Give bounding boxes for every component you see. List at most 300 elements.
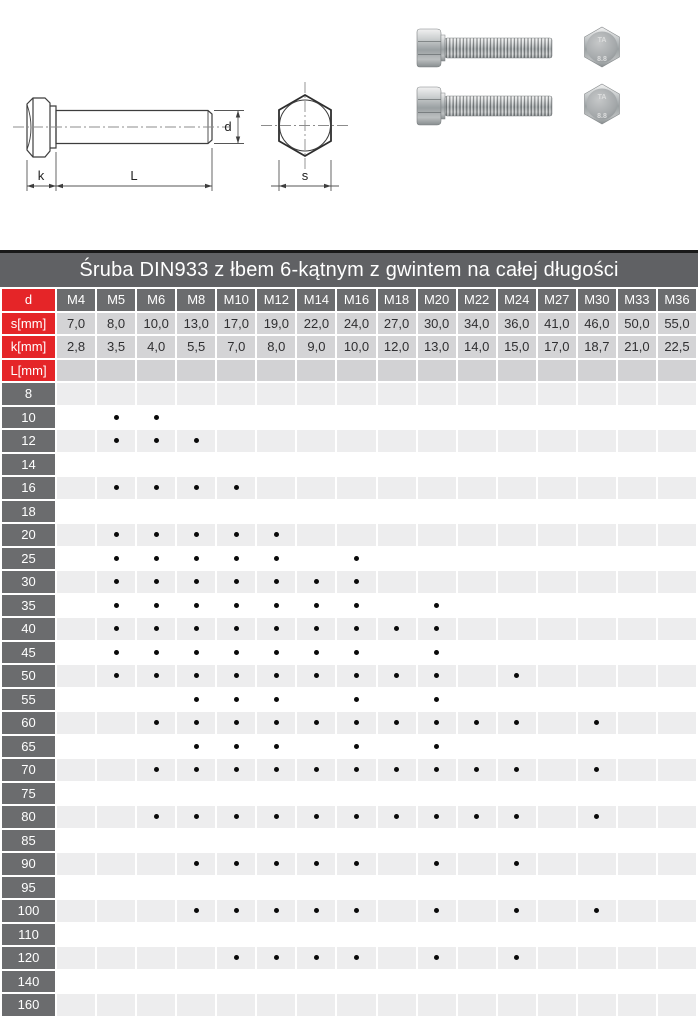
- availability-cell-65-m36: [658, 736, 696, 758]
- availability-cell-160-m14: [297, 994, 335, 1016]
- availability-cell-50-m30: [578, 665, 616, 687]
- length-label-85: 85: [2, 830, 55, 852]
- availability-cell-70-m6: [137, 759, 175, 781]
- availability-cell-90-m24: [498, 853, 536, 875]
- availability-cell-160-m20: [418, 994, 456, 1016]
- availability-dot: [274, 626, 279, 631]
- availability-cell-20-m30: [578, 524, 616, 546]
- availability-cell-65-m10: [217, 736, 255, 758]
- availability-cell-14-m27: [538, 454, 576, 476]
- availability-cell-18-m30: [578, 501, 616, 523]
- availability-cell-25-m30: [578, 548, 616, 570]
- availability-cell-14-m12: [257, 454, 295, 476]
- availability-cell-110-m14: [297, 924, 335, 946]
- availability-cell-70-m36: [658, 759, 696, 781]
- availability-dot: [154, 814, 159, 819]
- availability-cell-120-m6: [137, 947, 175, 969]
- diameter-header-m24: M24: [498, 289, 536, 311]
- availability-cell-85-m30: [578, 830, 616, 852]
- availability-cell-10-m18: [378, 407, 416, 429]
- availability-dot: [274, 814, 279, 819]
- availability-cell-75-m4: [57, 783, 95, 805]
- availability-cell-35-m33: [618, 595, 656, 617]
- availability-cell-14-m8: [177, 454, 215, 476]
- availability-cell-60-m22: [458, 712, 496, 734]
- availability-cell-40-m14: [297, 618, 335, 640]
- availability-cell-16-m24: [498, 477, 536, 499]
- availability-cell-10-m16: [337, 407, 375, 429]
- head-marking-brand: TA: [597, 37, 607, 44]
- availability-dot: [474, 767, 479, 772]
- availability-cell-90-m36: [658, 853, 696, 875]
- availability-dot: [154, 532, 159, 537]
- availability-cell-65-m8: [177, 736, 215, 758]
- availability-cell-45-m14: [297, 642, 335, 664]
- availability-cell-80-m6: [137, 806, 175, 828]
- availability-cell-80-m16: [337, 806, 375, 828]
- dimension-lines: [27, 111, 339, 192]
- availability-cell-20-m8: [177, 524, 215, 546]
- availability-cell-20-m10: [217, 524, 255, 546]
- length-label-25: 25: [2, 548, 55, 570]
- availability-cell-100-m12: [257, 900, 295, 922]
- availability-dot: [114, 626, 119, 631]
- l-row-label: L[mm]: [2, 360, 55, 382]
- availability-dot: [234, 579, 239, 584]
- availability-cell-40-m33: [618, 618, 656, 640]
- availability-cell-100-m18: [378, 900, 416, 922]
- availability-cell-30-m16: [337, 571, 375, 593]
- l-spacer-m12: [257, 360, 295, 382]
- availability-cell-90-m10: [217, 853, 255, 875]
- availability-cell-12-m24: [498, 430, 536, 452]
- availability-cell-35-m5: [97, 595, 135, 617]
- availability-cell-120-m14: [297, 947, 335, 969]
- availability-cell-18-m10: [217, 501, 255, 523]
- availability-cell-18-m12: [257, 501, 295, 523]
- availability-cell-25-m20: [418, 548, 456, 570]
- availability-dot: [154, 485, 159, 490]
- availability-cell-160-m27: [538, 994, 576, 1016]
- availability-cell-100-m16: [337, 900, 375, 922]
- availability-cell-120-m24: [498, 947, 536, 969]
- availability-cell-110-m12: [257, 924, 295, 946]
- availability-cell-100-m14: [297, 900, 335, 922]
- hex-head-photo: [585, 27, 620, 67]
- length-label-35: 35: [2, 595, 55, 617]
- table-title: Śruba DIN933 z łbem 6-kątnym z gwintem na całej długości: [0, 250, 698, 287]
- availability-dot: [274, 697, 279, 702]
- availability-cell-8-m22: [458, 383, 496, 405]
- availability-cell-85-m4: [57, 830, 95, 852]
- availability-cell-35-m10: [217, 595, 255, 617]
- length-row-45: [2, 642, 696, 664]
- availability-dot: [434, 908, 439, 913]
- availability-dot: [314, 814, 319, 819]
- availability-cell-140-m36: [658, 971, 696, 993]
- length-label-55: 55: [2, 689, 55, 711]
- availability-dot: [234, 697, 239, 702]
- availability-cell-60-m6: [137, 712, 175, 734]
- availability-cell-35-m24: [498, 595, 536, 617]
- availability-dot: [114, 673, 119, 678]
- availability-cell-35-m20: [418, 595, 456, 617]
- availability-dot: [234, 720, 239, 725]
- availability-cell-8-m30: [578, 383, 616, 405]
- l-spacer-m18: [378, 360, 416, 382]
- availability-cell-30-m10: [217, 571, 255, 593]
- availability-cell-90-m12: [257, 853, 295, 875]
- availability-cell-90-m22: [458, 853, 496, 875]
- availability-cell-70-m18: [378, 759, 416, 781]
- availability-dot: [434, 861, 439, 866]
- availability-dot: [434, 673, 439, 678]
- center-lines: [13, 82, 349, 169]
- length-row-65: [2, 736, 696, 758]
- availability-cell-95-m12: [257, 877, 295, 899]
- availability-cell-75-m22: [458, 783, 496, 805]
- availability-cell-95-m36: [658, 877, 696, 899]
- availability-dot: [194, 532, 199, 537]
- availability-dot: [274, 955, 279, 960]
- k-value-m36: 22,5: [658, 336, 696, 358]
- availability-dot: [154, 415, 159, 420]
- availability-dot: [194, 861, 199, 866]
- availability-cell-160-m24: [498, 994, 536, 1016]
- availability-cell-30-m12: [257, 571, 295, 593]
- availability-cell-20-m33: [618, 524, 656, 546]
- availability-cell-160-m12: [257, 994, 295, 1016]
- availability-cell-85-m18: [378, 830, 416, 852]
- availability-cell-35-m14: [297, 595, 335, 617]
- availability-cell-10-m6: [137, 407, 175, 429]
- availability-cell-85-m14: [297, 830, 335, 852]
- length-row-60: [2, 712, 696, 734]
- availability-dot: [194, 603, 199, 608]
- availability-cell-95-m4: [57, 877, 95, 899]
- availability-dot: [154, 650, 159, 655]
- length-row-20: [2, 524, 696, 546]
- availability-cell-60-m16: [337, 712, 375, 734]
- availability-cell-35-m22: [458, 595, 496, 617]
- diameter-header-m20: M20: [418, 289, 456, 311]
- availability-cell-40-m8: [177, 618, 215, 640]
- l-spacer-m36: [658, 360, 696, 382]
- availability-cell-12-m20: [418, 430, 456, 452]
- availability-cell-65-m16: [337, 736, 375, 758]
- availability-cell-160-m5: [97, 994, 135, 1016]
- availability-dot: [274, 767, 279, 772]
- availability-cell-25-m8: [177, 548, 215, 570]
- availability-cell-40-m24: [498, 618, 536, 640]
- availability-cell-80-m24: [498, 806, 536, 828]
- availability-dot: [114, 650, 119, 655]
- availability-dot: [194, 814, 199, 819]
- availability-cell-60-m20: [418, 712, 456, 734]
- availability-cell-55-m6: [137, 689, 175, 711]
- availability-cell-16-m4: [57, 477, 95, 499]
- availability-cell-140-m18: [378, 971, 416, 993]
- availability-dot: [314, 626, 319, 631]
- availability-cell-110-m36: [658, 924, 696, 946]
- diameter-header-m18: M18: [378, 289, 416, 311]
- availability-cell-100-m27: [538, 900, 576, 922]
- availability-cell-25-m16: [337, 548, 375, 570]
- l-spacer-m10: [217, 360, 255, 382]
- availability-cell-110-m4: [57, 924, 95, 946]
- availability-cell-45-m20: [418, 642, 456, 664]
- availability-cell-55-m36: [658, 689, 696, 711]
- l-spacer-m16: [337, 360, 375, 382]
- availability-dot: [194, 485, 199, 490]
- availability-cell-75-m20: [418, 783, 456, 805]
- availability-cell-160-m16: [337, 994, 375, 1016]
- length-row-80: [2, 806, 696, 828]
- availability-cell-95-m8: [177, 877, 215, 899]
- availability-dot: [194, 673, 199, 678]
- availability-cell-20-m16: [337, 524, 375, 546]
- availability-cell-30-m14: [297, 571, 335, 593]
- availability-cell-60-m12: [257, 712, 295, 734]
- s-value-m36: 55,0: [658, 313, 696, 335]
- availability-dot: [354, 650, 359, 655]
- k-value-m12: 8,0: [257, 336, 295, 358]
- availability-cell-25-m5: [97, 548, 135, 570]
- availability-cell-8-m6: [137, 383, 175, 405]
- availability-dot: [354, 908, 359, 913]
- availability-cell-90-m14: [297, 853, 335, 875]
- availability-cell-40-m4: [57, 618, 95, 640]
- availability-cell-110-m5: [97, 924, 135, 946]
- availability-cell-140-m6: [137, 971, 175, 993]
- availability-cell-8-m4: [57, 383, 95, 405]
- availability-cell-120-m5: [97, 947, 135, 969]
- availability-cell-12-m30: [578, 430, 616, 452]
- availability-cell-80-m4: [57, 806, 95, 828]
- length-row-10: [2, 407, 696, 429]
- diameter-header-m33: M33: [618, 289, 656, 311]
- availability-dot: [154, 438, 159, 443]
- availability-cell-45-m36: [658, 642, 696, 664]
- availability-cell-10-m14: [297, 407, 335, 429]
- availability-cell-45-m27: [538, 642, 576, 664]
- availability-cell-80-m10: [217, 806, 255, 828]
- k-value-m30: 18,7: [578, 336, 616, 358]
- availability-cell-110-m24: [498, 924, 536, 946]
- availability-dot: [354, 720, 359, 725]
- k-value-m18: 12,0: [378, 336, 416, 358]
- availability-cell-140-m8: [177, 971, 215, 993]
- availability-cell-100-m5: [97, 900, 135, 922]
- availability-cell-65-m6: [137, 736, 175, 758]
- diameter-header-m27: M27: [538, 289, 576, 311]
- availability-cell-10-m8: [177, 407, 215, 429]
- availability-cell-50-m36: [658, 665, 696, 687]
- availability-cell-55-m14: [297, 689, 335, 711]
- availability-cell-10-m30: [578, 407, 616, 429]
- availability-dot: [274, 603, 279, 608]
- availability-cell-18-m4: [57, 501, 95, 523]
- k-value-m5: 3,5: [97, 336, 135, 358]
- availability-cell-14-m14: [297, 454, 335, 476]
- availability-cell-60-m5: [97, 712, 135, 734]
- availability-cell-35-m30: [578, 595, 616, 617]
- availability-cell-140-m12: [257, 971, 295, 993]
- availability-cell-140-m22: [458, 971, 496, 993]
- availability-dot: [434, 955, 439, 960]
- length-label-60: 60: [2, 712, 55, 734]
- availability-dot: [234, 814, 239, 819]
- availability-dot: [354, 673, 359, 678]
- availability-cell-55-m4: [57, 689, 95, 711]
- l-spacer-m20: [418, 360, 456, 382]
- availability-cell-110-m22: [458, 924, 496, 946]
- availability-cell-55-m10: [217, 689, 255, 711]
- availability-cell-45-m8: [177, 642, 215, 664]
- length-row-8: [2, 383, 696, 405]
- l-spacer-m6: [137, 360, 175, 382]
- availability-dot: [274, 908, 279, 913]
- availability-cell-95-m20: [418, 877, 456, 899]
- diameter-header-m6: M6: [137, 289, 175, 311]
- availability-cell-95-m10: [217, 877, 255, 899]
- availability-cell-100-m10: [217, 900, 255, 922]
- diameter-header-m14: M14: [297, 289, 335, 311]
- availability-dot: [514, 861, 519, 866]
- availability-cell-50-m5: [97, 665, 135, 687]
- availability-dot: [234, 603, 239, 608]
- l-spacer-m4: [57, 360, 95, 382]
- availability-dot: [154, 720, 159, 725]
- length-label-8: 8: [2, 383, 55, 405]
- availability-dot: [394, 673, 399, 678]
- availability-dot: [354, 697, 359, 702]
- availability-cell-140-m14: [297, 971, 335, 993]
- availability-dot: [514, 908, 519, 913]
- availability-dot: [314, 579, 319, 584]
- availability-dot: [234, 485, 239, 490]
- availability-dot: [354, 955, 359, 960]
- availability-cell-95-m18: [378, 877, 416, 899]
- availability-cell-65-m33: [618, 736, 656, 758]
- availability-cell-55-m8: [177, 689, 215, 711]
- availability-cell-45-m4: [57, 642, 95, 664]
- availability-cell-75-m6: [137, 783, 175, 805]
- length-label-75: 75: [2, 783, 55, 805]
- length-label-120: 120: [2, 947, 55, 969]
- length-label-20: 20: [2, 524, 55, 546]
- availability-cell-75-m10: [217, 783, 255, 805]
- s-value-m12: 19,0: [257, 313, 295, 335]
- length-row-110: [2, 924, 696, 946]
- availability-cell-75-m5: [97, 783, 135, 805]
- availability-dot: [394, 767, 399, 772]
- availability-dot: [394, 626, 399, 631]
- s-value-m18: 27,0: [378, 313, 416, 335]
- availability-cell-16-m6: [137, 477, 175, 499]
- availability-cell-45-m24: [498, 642, 536, 664]
- length-row-85: [2, 830, 696, 852]
- availability-cell-80-m22: [458, 806, 496, 828]
- availability-cell-85-m36: [658, 830, 696, 852]
- length-label-70: 70: [2, 759, 55, 781]
- availability-cell-30-m18: [378, 571, 416, 593]
- availability-cell-12-m4: [57, 430, 95, 452]
- availability-cell-80-m5: [97, 806, 135, 828]
- availability-cell-50-m14: [297, 665, 335, 687]
- availability-cell-140-m30: [578, 971, 616, 993]
- availability-cell-8-m27: [538, 383, 576, 405]
- availability-cell-20-m24: [498, 524, 536, 546]
- availability-cell-45-m10: [217, 642, 255, 664]
- k-value-m6: 4,0: [137, 336, 175, 358]
- availability-cell-160-m30: [578, 994, 616, 1016]
- availability-cell-20-m22: [458, 524, 496, 546]
- availability-cell-70-m22: [458, 759, 496, 781]
- availability-dot: [394, 720, 399, 725]
- availability-dot: [514, 720, 519, 725]
- length-label-40: 40: [2, 618, 55, 640]
- availability-cell-75-m30: [578, 783, 616, 805]
- availability-cell-95-m6: [137, 877, 175, 899]
- length-row-70: [2, 759, 696, 781]
- availability-cell-110-m16: [337, 924, 375, 946]
- availability-dot: [314, 908, 319, 913]
- availability-cell-18-m36: [658, 501, 696, 523]
- availability-cell-45-m22: [458, 642, 496, 664]
- availability-cell-60-m24: [498, 712, 536, 734]
- availability-cell-65-m14: [297, 736, 335, 758]
- availability-cell-65-m12: [257, 736, 295, 758]
- availability-cell-14-m18: [378, 454, 416, 476]
- availability-cell-70-m27: [538, 759, 576, 781]
- availability-dot: [234, 673, 239, 678]
- availability-dot: [234, 955, 239, 960]
- availability-cell-90-m30: [578, 853, 616, 875]
- availability-cell-65-m5: [97, 736, 135, 758]
- availability-cell-85-m12: [257, 830, 295, 852]
- availability-cell-35-m18: [378, 595, 416, 617]
- availability-cell-50-m8: [177, 665, 215, 687]
- availability-cell-12-m6: [137, 430, 175, 452]
- length-label-16: 16: [2, 477, 55, 499]
- availability-cell-50-m33: [618, 665, 656, 687]
- k-value-m27: 17,0: [538, 336, 576, 358]
- length-row-18: [2, 501, 696, 523]
- length-row-90: [2, 853, 696, 875]
- availability-cell-100-m20: [418, 900, 456, 922]
- availability-cell-16-m18: [378, 477, 416, 499]
- availability-cell-85-m27: [538, 830, 576, 852]
- l-spacer-m27: [538, 360, 576, 382]
- availability-cell-25-m18: [378, 548, 416, 570]
- availability-cell-30-m30: [578, 571, 616, 593]
- diameter-header-m5: M5: [97, 289, 135, 311]
- availability-cell-8-m8: [177, 383, 215, 405]
- s-dimension-row: [2, 313, 696, 335]
- availability-cell-110-m20: [418, 924, 456, 946]
- availability-dot: [514, 814, 519, 819]
- availability-cell-110-m33: [618, 924, 656, 946]
- availability-cell-20-m5: [97, 524, 135, 546]
- availability-cell-90-m16: [337, 853, 375, 875]
- availability-cell-14-m22: [458, 454, 496, 476]
- availability-cell-120-m20: [418, 947, 456, 969]
- availability-cell-90-m20: [418, 853, 456, 875]
- availability-dot: [114, 438, 119, 443]
- availability-cell-18-m22: [458, 501, 496, 523]
- availability-cell-25-m27: [538, 548, 576, 570]
